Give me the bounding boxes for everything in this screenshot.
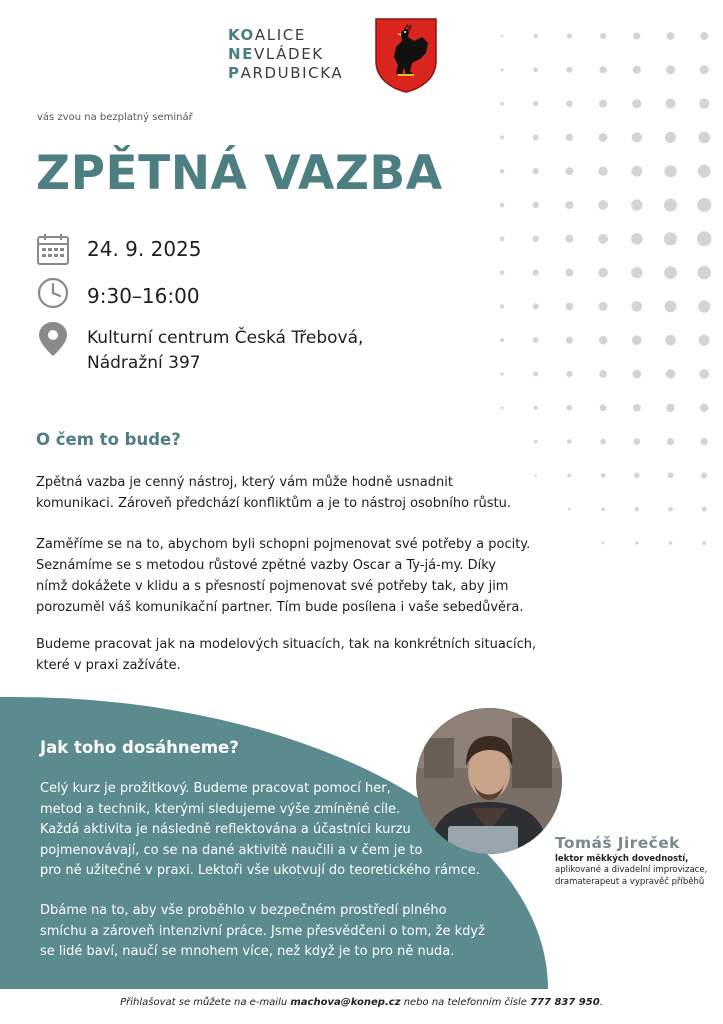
halftone-dot xyxy=(500,338,504,342)
halftone-dot xyxy=(566,100,573,107)
text-line: se lidé baví, naučí se mnohem více, než když je to pro ně nuda. xyxy=(40,944,455,959)
halftone-dot xyxy=(566,303,574,311)
halftone-dot xyxy=(598,268,608,278)
text-line: nímž dokážete v klidu a s přesností pojmenovat své potřeby tak, aby jim xyxy=(36,579,509,594)
halftone-dot xyxy=(697,266,710,279)
halftone-dot xyxy=(702,507,707,512)
halftone-dot xyxy=(666,404,674,412)
halftone-dot xyxy=(666,369,676,379)
halftone-dot xyxy=(533,168,539,174)
halftone-dot xyxy=(632,99,641,108)
halftone-dot xyxy=(665,132,676,143)
address-line-2: Nádražní 397 xyxy=(87,353,201,373)
invite-text: vás zvou na bezplatný seminář xyxy=(37,112,193,123)
lector-role-2: aplikované a divadelní improvizace, xyxy=(555,865,708,875)
halftone-dot xyxy=(566,167,574,175)
footer-prefix: Přihlašovat se můžete na e-mailu xyxy=(120,997,291,1008)
halftone-dot xyxy=(632,132,642,142)
footer-contact xyxy=(0,997,723,1008)
halftone-dot xyxy=(664,232,677,245)
halftone-dot xyxy=(634,473,639,478)
lector-role-3: dramaterapeut a vypravěč příběhů xyxy=(555,877,705,887)
halftone-dot xyxy=(565,235,573,243)
halftone-dot xyxy=(698,300,710,312)
halftone-dot xyxy=(566,67,572,73)
about-heading: O čem to bude? xyxy=(36,430,181,449)
halftone-dot xyxy=(500,270,505,275)
halftone-dot xyxy=(500,169,505,174)
address-line-1: Kulturní centrum Česká Třebová, xyxy=(87,328,364,348)
halftone-dot xyxy=(631,199,642,210)
lector-portrait-illustration xyxy=(416,708,562,854)
koalice-logo xyxy=(228,26,343,83)
halftone-dot xyxy=(699,98,709,108)
text-line: Budeme pracovat jak na modelových situacích, tak na konkrétních situacích, xyxy=(36,637,537,652)
halftone-dot xyxy=(533,337,539,343)
halftone-dot xyxy=(598,234,608,244)
page-title: ZPĚTNÁ VAZBA xyxy=(36,146,443,201)
halftone-dot xyxy=(533,372,538,377)
contact-phone[interactable]: 777 837 950 xyxy=(530,997,600,1008)
halftone-dot xyxy=(568,474,572,478)
text-line: Dbáme na to, aby vše proběhlo v bezpečném prostředí plného xyxy=(40,903,447,918)
halftone-dot xyxy=(566,371,572,377)
halftone-dot xyxy=(700,404,709,413)
halftone-dot xyxy=(635,541,638,544)
halftone-dot xyxy=(500,135,504,139)
event-date: 24. 9. 2025 xyxy=(87,237,202,261)
halftone-dot xyxy=(533,202,539,208)
halftone-dot xyxy=(665,301,677,313)
halftone-dot xyxy=(500,372,503,375)
halftone-dot xyxy=(664,198,677,211)
map-pin-icon xyxy=(36,320,70,358)
halftone-dot xyxy=(632,301,643,312)
halftone-dot xyxy=(632,335,642,345)
halftone-dot xyxy=(698,165,711,178)
halftone-dot xyxy=(565,269,573,277)
halftone-dot xyxy=(668,507,673,512)
halftone-dot xyxy=(697,231,712,246)
logo-line-3: PARDUBICKA xyxy=(228,64,344,82)
text-line: pojmenovávají, co se na dané aktivitě naučili a v čem je to xyxy=(40,842,423,858)
halftone-dot xyxy=(700,65,709,74)
footer-middle: nebo na telefonním čísle xyxy=(400,997,531,1008)
halftone-dot xyxy=(601,473,606,478)
halftone-dot xyxy=(702,541,706,545)
halftone-dot xyxy=(501,406,504,409)
lector-info xyxy=(555,834,707,888)
how-paragraph-2 xyxy=(40,901,485,963)
about-paragraph-1 xyxy=(36,472,556,514)
text-line: smíchu a zároveň intenzivní práce. Jsme přesvědčeni o tom, že když xyxy=(40,923,485,939)
text-line: Každá aktivita je následně reflektována a účastníci kurzu xyxy=(40,822,411,837)
halftone-dot xyxy=(667,32,675,40)
calendar-icon xyxy=(36,232,70,266)
halftone-dot xyxy=(500,304,504,308)
halftone-dot xyxy=(669,541,673,545)
halftone-dot xyxy=(567,405,573,411)
halftone-dot xyxy=(667,438,674,445)
text-line: Zaměříme se na to, abychom byli schopni pojmenovat své potřeby a pocity. xyxy=(36,537,531,552)
event-time: 9:30–16:00 xyxy=(87,284,200,308)
halftone-dot xyxy=(666,65,675,74)
halftone-dot xyxy=(698,132,710,144)
halftone-dot xyxy=(665,99,675,109)
halftone-dot xyxy=(533,67,538,72)
halftone-dot xyxy=(533,101,538,106)
about-paragraph-2 xyxy=(36,534,556,618)
halftone-dot xyxy=(533,269,539,275)
event-address xyxy=(87,326,363,376)
halftone-dot xyxy=(668,472,674,478)
clock-icon xyxy=(36,276,70,310)
halftone-dot xyxy=(567,33,572,38)
text-line: Celý kurz je prožitkový. Budeme pracovat pomocí her, xyxy=(40,781,391,796)
halftone-dot xyxy=(631,233,643,245)
halftone-dot xyxy=(697,198,711,212)
halftone-dot xyxy=(534,440,538,444)
halftone-dot xyxy=(599,66,606,73)
halftone-dot xyxy=(633,66,641,74)
halftone-dot xyxy=(598,200,608,210)
halftone-dot xyxy=(500,68,503,71)
halftone-dot xyxy=(633,32,640,39)
halftone-dot xyxy=(634,438,641,445)
halftone-dot xyxy=(601,507,605,511)
halftone-dot xyxy=(600,33,606,39)
halftone-dot xyxy=(665,335,676,346)
text-line: komunikaci. Zároveň předchází konfliktům a je to nástroj osobního růstu. xyxy=(36,496,512,511)
footer-suffix: . xyxy=(599,997,603,1008)
text-line: Zpětná vazba je cenný nástroj, který vám může hodně usnadnit xyxy=(36,475,453,490)
halftone-dot xyxy=(631,166,642,177)
halftone-dot xyxy=(633,404,641,412)
halftone-dot xyxy=(664,266,677,279)
halftone-dot xyxy=(500,236,505,241)
logo-line-1: KOALICE xyxy=(228,26,306,44)
halftone-dot xyxy=(701,438,708,445)
halftone-dot xyxy=(566,134,573,141)
how-heading: Jak toho dosáhneme? xyxy=(40,738,239,757)
halftone-dot xyxy=(599,336,607,344)
halftone-dot xyxy=(701,472,707,478)
halftone-dot xyxy=(500,203,505,208)
text-line: pro ně užitečné v praxi. Lektoři vše ukotvují do teoretického rámce. xyxy=(40,863,480,878)
halftone-dot xyxy=(598,166,607,175)
halftone-dot xyxy=(599,302,608,311)
halftone-dot xyxy=(566,337,573,344)
halftone-dot xyxy=(599,100,607,108)
halftone-dot xyxy=(565,201,573,209)
halftone-dot xyxy=(500,102,504,106)
about-paragraph-3 xyxy=(36,634,556,676)
halftone-dot xyxy=(600,439,606,445)
text-line: Seznámíme se s metodou růstové zpětné vazby Oscar a Ty-já-my. Díky xyxy=(36,558,496,573)
pardubice-crest-icon xyxy=(374,17,438,93)
halftone-dot xyxy=(567,439,572,444)
halftone-dot xyxy=(700,32,708,40)
halftone-dot xyxy=(532,236,538,242)
halftone-dot xyxy=(568,508,571,511)
text-line: metod a technik, kterými sledujeme výše zmíněné cíle. xyxy=(40,801,401,817)
lector-name: Tomáš Jireček xyxy=(555,834,680,852)
halftone-dot xyxy=(501,35,504,38)
halftone-dot xyxy=(632,370,641,379)
lector-photo xyxy=(416,708,562,854)
halftone-dot xyxy=(635,507,639,511)
how-paragraph-1 xyxy=(40,779,480,882)
halftone-dot xyxy=(599,370,607,378)
halftone-dot xyxy=(631,267,642,278)
logo-line-2: NEVLÁDEK xyxy=(228,45,324,63)
halftone-dot xyxy=(699,369,709,379)
contact-email-link[interactable]: machova@konep.cz xyxy=(290,997,401,1008)
text-line: které v praxi zažíváte. xyxy=(36,658,181,673)
halftone-dot xyxy=(602,542,605,545)
halftone-dot xyxy=(664,165,676,177)
halftone-dot xyxy=(699,335,710,346)
text-line: porozuměl váš komunikační partner. Tím bude posílena i vaše sebedůvěra. xyxy=(36,600,524,615)
halftone-dot xyxy=(533,303,539,309)
halftone-dot xyxy=(600,404,607,411)
lector-role-1: lektor měkkých dovedností, xyxy=(555,854,689,864)
halftone-dot xyxy=(599,133,608,142)
halftone-dot xyxy=(534,34,538,38)
halftone-dot xyxy=(533,135,539,141)
halftone-dot xyxy=(534,406,538,410)
